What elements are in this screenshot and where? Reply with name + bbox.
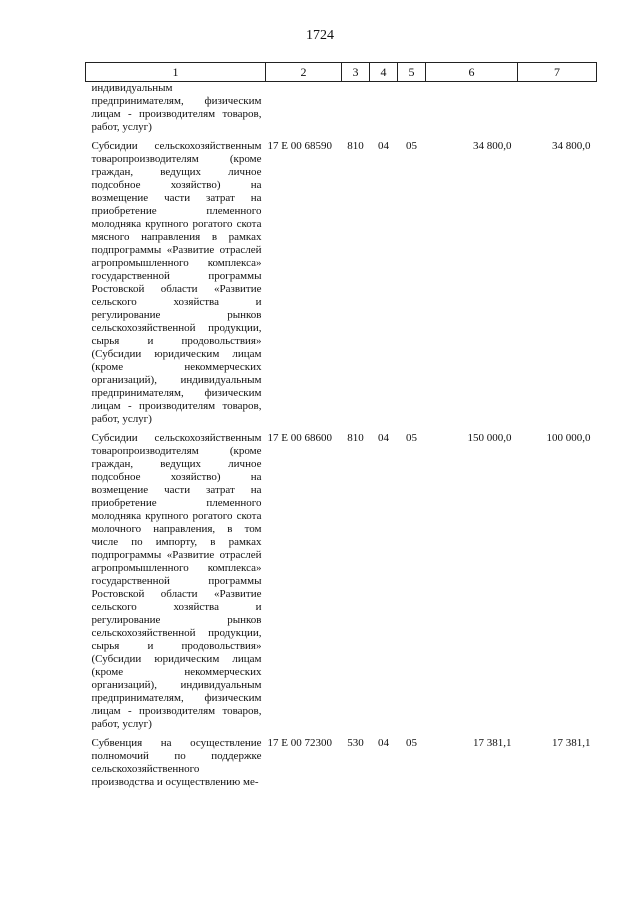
- row-subsection: [398, 82, 426, 135]
- row-expense-type: 810: [347, 140, 364, 152]
- row-target-code: 17 Е 00 68600: [267, 432, 332, 444]
- row-amount-year-2: 100 000,0: [546, 432, 591, 444]
- header-col-6: 6: [426, 63, 518, 82]
- row-section: [370, 82, 398, 135]
- header-col-5: 5: [398, 63, 426, 82]
- header-col-3: 3: [342, 63, 370, 82]
- row-description: Субсидии сельскохозяйственным товаропроизводителям (кроме граждан, ведущих личное подсобное хозяйство) на возмещение части затрат на приобретение племенного молодняка крупного рогатого скота молочного направления, в том числе по импорту, в рамках подпрограммы «Развитие отраслей агропромышленного комплекса» государственной программы Ростовской области «Развитие сельского хозяйства и регулирование рынков сельскохозяйственной продукции, сырья и продовольствия» (Субсидии юридическим лицам (кроме некоммерческих организаций), индивидуальным предпринимателям, физическим лицам - производителям товаров, работ, услуг): [91, 432, 262, 730]
- row-expense-type: [342, 82, 370, 135]
- page-number: 1724: [306, 28, 334, 43]
- table-row: [86, 432, 597, 731]
- header-col-7: 7: [518, 63, 597, 82]
- row-amount-year-1: [426, 82, 518, 135]
- header-col-4: 4: [370, 63, 398, 82]
- row-section: 04: [378, 432, 389, 444]
- header-col-2: 2: [266, 63, 342, 82]
- row-subsection: 05: [406, 737, 417, 749]
- row-expense-type: 810: [347, 432, 364, 444]
- table-header: [86, 63, 597, 82]
- row-section: 04: [378, 140, 389, 152]
- table-row: [86, 140, 597, 426]
- row-amount-year-2: [518, 82, 597, 135]
- row-target-code: 17 Е 00 68590: [267, 140, 332, 152]
- row-amount-year-2: 34 800,0: [552, 140, 591, 152]
- table-row: [86, 737, 597, 789]
- row-description: индивидуальным предпринимателям, физическим лицам - производителям товаров, работ, услуг): [91, 82, 262, 133]
- header-col-1: 1: [86, 63, 266, 82]
- row-subsection: 05: [406, 140, 417, 152]
- row-description: Субвенция на осуществление полномочий по поддержке сельскохозяйственного производства и осуществлению ме-: [91, 737, 262, 788]
- row-expense-type: 530: [347, 737, 364, 749]
- row-description: Субсидии сельскохозяйственным товаропроизводителям (кроме граждан, ведущих личное подсобное хозяйство) на возмещение части затрат на приобретение племенного молодняка крупного рогатого скота мясного направления в рамках подпрограммы «Развитие отраслей агропромышленного комплекса» государственной программы Ростовской области «Развитие сельского хозяйства и регулирование рынков сельскохозяйственной продукции, сырья и продовольствия» (Субсидии юридическим лицам (кроме некоммерческих организаций), индивидуальным предпринимателям, физическим лицам - производителям товаров, работ, услуг): [91, 140, 262, 425]
- table-row: [86, 82, 597, 135]
- row-target-code: [266, 82, 342, 135]
- row-subsection: 05: [406, 432, 417, 444]
- row-section: 04: [378, 737, 389, 749]
- row-amount-year-1: 34 800,0: [473, 140, 512, 152]
- row-amount-year-2: 17 381,1: [552, 737, 591, 749]
- budget-table: [85, 62, 597, 789]
- row-amount-year-1: 17 381,1: [473, 737, 512, 749]
- row-target-code: 17 Е 00 72300: [267, 737, 332, 749]
- row-amount-year-1: 150 000,0: [467, 432, 512, 444]
